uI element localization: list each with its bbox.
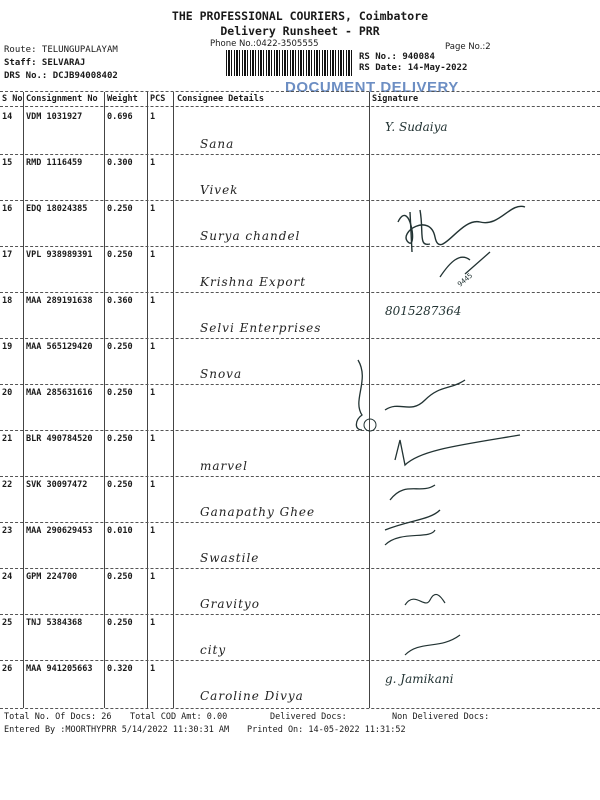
rs-date: RS Date: 14-May-2022 [359,63,468,73]
row-sno: 26 [2,664,13,674]
row-sno: 21 [2,434,13,444]
table-top-divider [0,91,600,92]
rs-number: RS No.: 940084 [359,52,435,62]
row-weight: 0.360 [107,296,133,306]
row-sno: 18 [2,296,13,306]
table-bottom-divider [0,708,600,709]
row-pcs: 1 [150,526,156,536]
row-sno: 16 [2,204,13,214]
row-consignment-no: MAA 290629453 [26,526,93,536]
printed-on: Printed On: 14-05-2022 11:31:52 [247,725,406,735]
row-consignment-no: EDQ 18024385 [26,204,88,214]
total-docs: Total No. Of Docs: 26 [4,712,112,722]
page-number: Page No.:2 [445,42,491,52]
row-divider [0,338,600,339]
row-sno: 23 [2,526,13,536]
row-pcs: 1 [150,342,156,352]
non-delivered-docs: Non Delivered Docs: [392,712,490,722]
row-consignment-no: TNJ 5384368 [26,618,83,628]
row-sno: 14 [2,112,13,122]
document-delivery-stamp: DOCUMENT DELIVERY [285,79,459,96]
row-sno: 17 [2,250,13,260]
row-signature: Y. Sudaiya [385,120,448,134]
row-consignment-no: MAA 285631616 [26,388,93,398]
row-divider [0,614,600,615]
row-consignee: marvel [200,459,248,473]
row-weight: 0.250 [107,342,133,352]
row-consignment-no: MAA 289191638 [26,296,93,306]
row-weight: 0.250 [107,250,133,260]
row-pcs: 1 [150,480,156,490]
row-weight: 0.250 [107,204,133,214]
row-pcs: 1 [150,296,156,306]
row-consignee: Sana [200,137,235,151]
signature-scribble [400,585,480,665]
row-consignment-no: VDM 1031927 [26,112,83,122]
row-consignee: Surya chandel [200,229,301,243]
row-pcs: 1 [150,664,156,674]
column-header-consignee: Consignee Details [177,94,264,104]
drs-number: DRS No.: DCJB94008402 [4,71,118,81]
row-weight: 0.010 [107,526,133,536]
row-consignment-no: MAA 565129420 [26,342,93,352]
row-consignee: Caroline Divya [200,689,304,703]
row-consignment-no: MAA 941205663 [26,664,93,674]
row-consignment-no: SVK 30097472 [26,480,88,490]
document-title: THE PROFESSIONAL COURIERS, Coimbatore [171,9,429,23]
row-pcs: 1 [150,434,156,444]
row-sno: 25 [2,618,13,628]
row-pcs: 1 [150,618,156,628]
signature-scribble [390,192,540,302]
row-divider [0,660,600,661]
row-weight: 0.250 [107,572,133,582]
row-consignee: Vivek [200,183,239,197]
row-pcs: 1 [150,572,156,582]
delivered-docs: Delivered Docs: [270,712,347,722]
row-pcs: 1 [150,112,156,122]
phone-number: Phone No.:0422-3505555 [210,39,319,49]
column-divider [104,92,105,708]
row-sno: 19 [2,342,13,352]
staff-label: Staff: SELVARAJ [4,58,86,68]
row-consignee: Ganapathy Ghee [200,505,316,519]
row-weight: 0.320 [107,664,133,674]
row-consignment-no: VPL 938989391 [26,250,93,260]
row-consignment-no: RMD 1116459 [26,158,83,168]
column-divider [23,92,24,708]
row-consignee: Snova [200,367,243,381]
document-subtitle: Delivery Runsheet - PRR [220,24,380,38]
column-divider [173,92,174,708]
row-consignee: city [200,643,227,657]
row-consignee: Selvi Enterprises [200,321,322,335]
row-consignment-no: GPM 224700 [26,572,78,582]
row-pcs: 1 [150,388,156,398]
row-consignee: Krishna Export [200,275,307,289]
total-cod-amount: Total COD Amt: 0.00 [130,712,228,722]
column-header-consignment: Consignment No [26,94,98,104]
column-header-pcs: PCS [150,94,166,104]
row-sno: 15 [2,158,13,168]
svg-text:9445: 9445 [456,271,475,289]
row-weight: 0.300 [107,158,133,168]
table-header-divider [0,106,600,107]
row-weight: 0.250 [107,480,133,490]
row-weight: 0.696 [107,112,133,122]
row-pcs: 1 [150,158,156,168]
row-consignee: Swastile [200,551,260,565]
row-weight: 0.250 [107,388,133,398]
row-sno: 24 [2,572,13,582]
column-header-signature: Signature [372,94,419,104]
barcode-image [226,50,354,76]
row-weight: 0.250 [107,618,133,628]
row-pcs: 1 [150,250,156,260]
column-header-sno: S No [2,94,23,104]
row-consignment-no: BLR 490784520 [26,434,93,444]
row-pcs: 1 [150,204,156,214]
row-signature: 8015287364 [385,304,462,318]
row-consignee: Gravityo [200,597,260,611]
column-divider [147,92,148,708]
row-sno: 22 [2,480,13,490]
route-label: Route: TELUNGUPALAYAM [4,45,118,55]
row-signature: g. Jamikani [385,672,454,686]
row-divider [0,154,600,155]
signature-scribble [380,370,520,570]
row-weight: 0.250 [107,434,133,444]
row-sno: 20 [2,388,13,398]
entered-by: Entered By :MOORTHYPRR 5/14/2022 11:30:31 AM [4,725,230,735]
column-header-weight: Weight [107,94,138,104]
